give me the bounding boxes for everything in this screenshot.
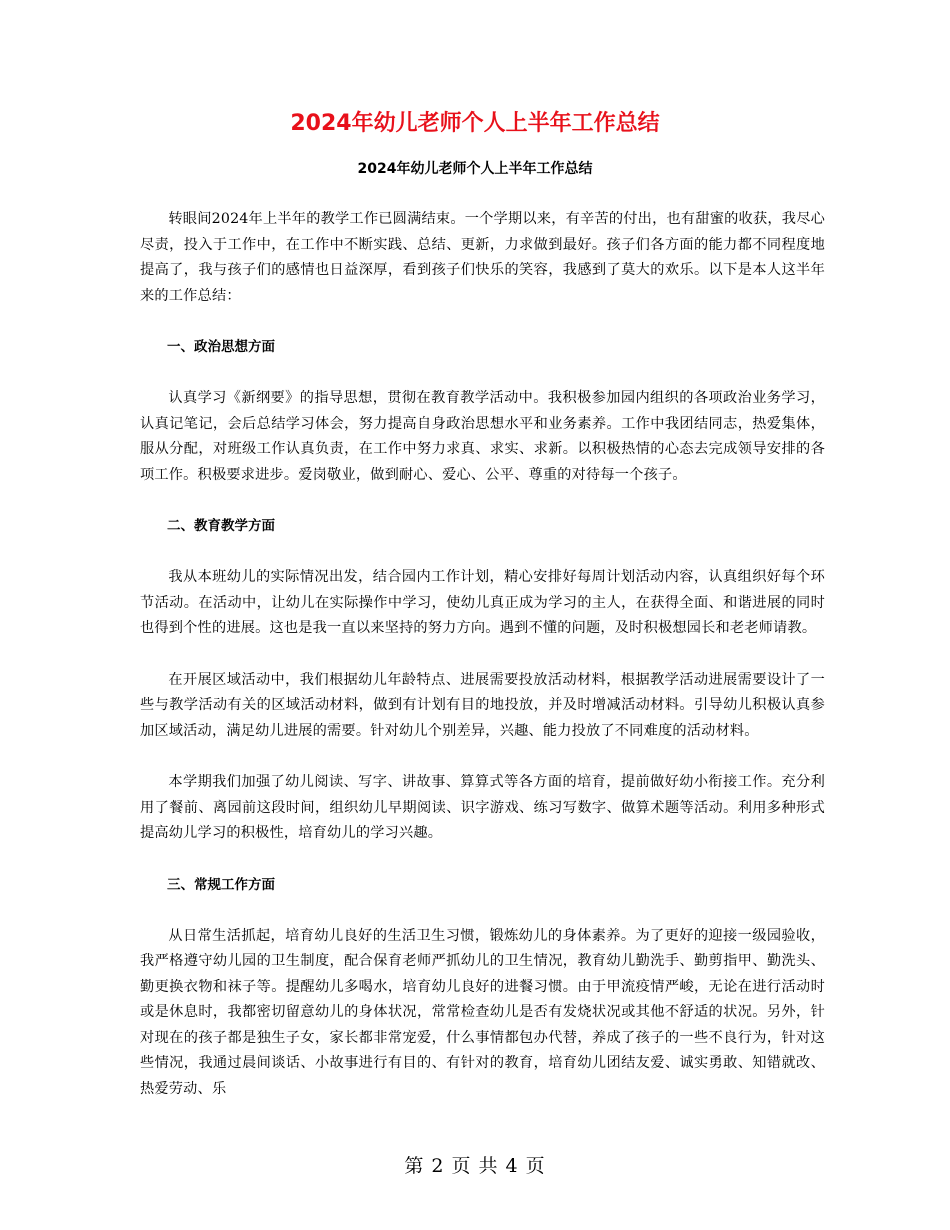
section-heading-teaching: 二、教育教学方面: [167, 518, 275, 534]
page-number-footer: 第 2 页 共 4 页: [404, 1155, 546, 1177]
document-body: [140, 207, 825, 1128]
section-heading-routine: 三、常规工作方面: [167, 876, 275, 893]
paragraph-politics: 认真学习《新纲要》的指导思想，贯彻在教育教学活动中。我积极参加园内组织的各项政治业务学习，认真记笔记，会后总结学习体会，努力提高自身政治思想水平和业务素养。工作中我团结同志，热爱集体，服从分配，对班级工作认真负责，在工作中努力求真、求实、求新。以积极热情的心态去完成领导安排的各项工作。积极要求进步。爱岗敬业，做到耐心、爱心、公平、尊重的对待每一个孩子。: [140, 390, 825, 483]
paragraph-teaching-1: 我从本班幼儿的实际情况出发，结合园内工作计划，精心安排好每周计划活动内容，认真组织好每个环节活动。在活动中，让幼儿在实际操作中学习，使幼儿真正成为学习的主人，在获得全面、和谐进展的同时也得到个性的进展。这也是我一直以来坚持的努力方向。遇到不懂的问题，及时积极想园长和老老师请教。: [140, 569, 825, 636]
paragraph-teaching-3: 本学期我们加强了幼儿阅读、写字、讲故事、算算式等各方面的培育，提前做好幼小衔接工作。充分利用了餐前、离园前这段时间，组织幼儿早期阅读、识字游戏、练习写数字、做算术题等活动。利用多种形式提高幼儿学习的积极性，培育幼儿的学习兴趣。: [140, 774, 825, 841]
document-subtitle: 2024年幼儿老师个人上半年工作总结: [357, 161, 593, 177]
document-title: 2024年幼儿老师个人上半年工作总结: [290, 111, 660, 136]
section-heading-politics: 一、政治思想方面: [167, 339, 275, 355]
paragraph-routine: 从日常生活抓起，培育幼儿良好的生活卫生习惯，锻炼幼儿的身体素养。为了更好的迎接一级园验收，我严格遵守幼儿园的卫生制度，配合保育老师严抓幼儿的卫生情况，教育幼儿勤洗手、勤剪指甲、勤洗头、勤更换衣物和袜子等。提醒幼儿多喝水，培育幼儿良好的进餐习惯。由于甲流疫情严峻，无论在进行活动时或是休息时，我都密切留意幼儿的身体状况，常常检查幼儿是否有发烧状况或其他不舒适的状况。另外，针对现在的孩子都是独生子女，家长都非常宠爱，什么事情都包办代替，养成了孩子的一些不良行为，针对这些情况，我通过晨间谈话、小故事进行有目的、有针对的教育，培育幼儿团结友爱、诚实勇敢、知错就改、热爱劳动、乐: [140, 927, 825, 1097]
paragraph-teaching-2: 在开展区域活动中，我们根据幼儿年龄特点、进展需要投放活动材料，根据教学活动进展需要设计了一些与教学活动有关的区域活动材料，做到有计划有目的地投放，并及时增减活动材料。引导幼儿积极认真参加区域活动，满足幼儿进展的需要。针对幼儿个别差异，兴趣、能力投放了不同难度的活动材料。: [140, 671, 825, 739]
intro-paragraph: 转眼间2024年上半年的教学工作已圆满结束。一个学期以来，有辛苦的付出，也有甜蜜的收获，我尽心尽责，投入于工作中，在工作中不断实践、总结、更新，力求做到最好。孩子们各方面的能力都不同程度地提高了，我与孩子们的感情也日益深厚，看到孩子们快乐的笑容，我感到了莫大的欢乐。以下是本人这半年来的工作总结：: [140, 211, 825, 304]
